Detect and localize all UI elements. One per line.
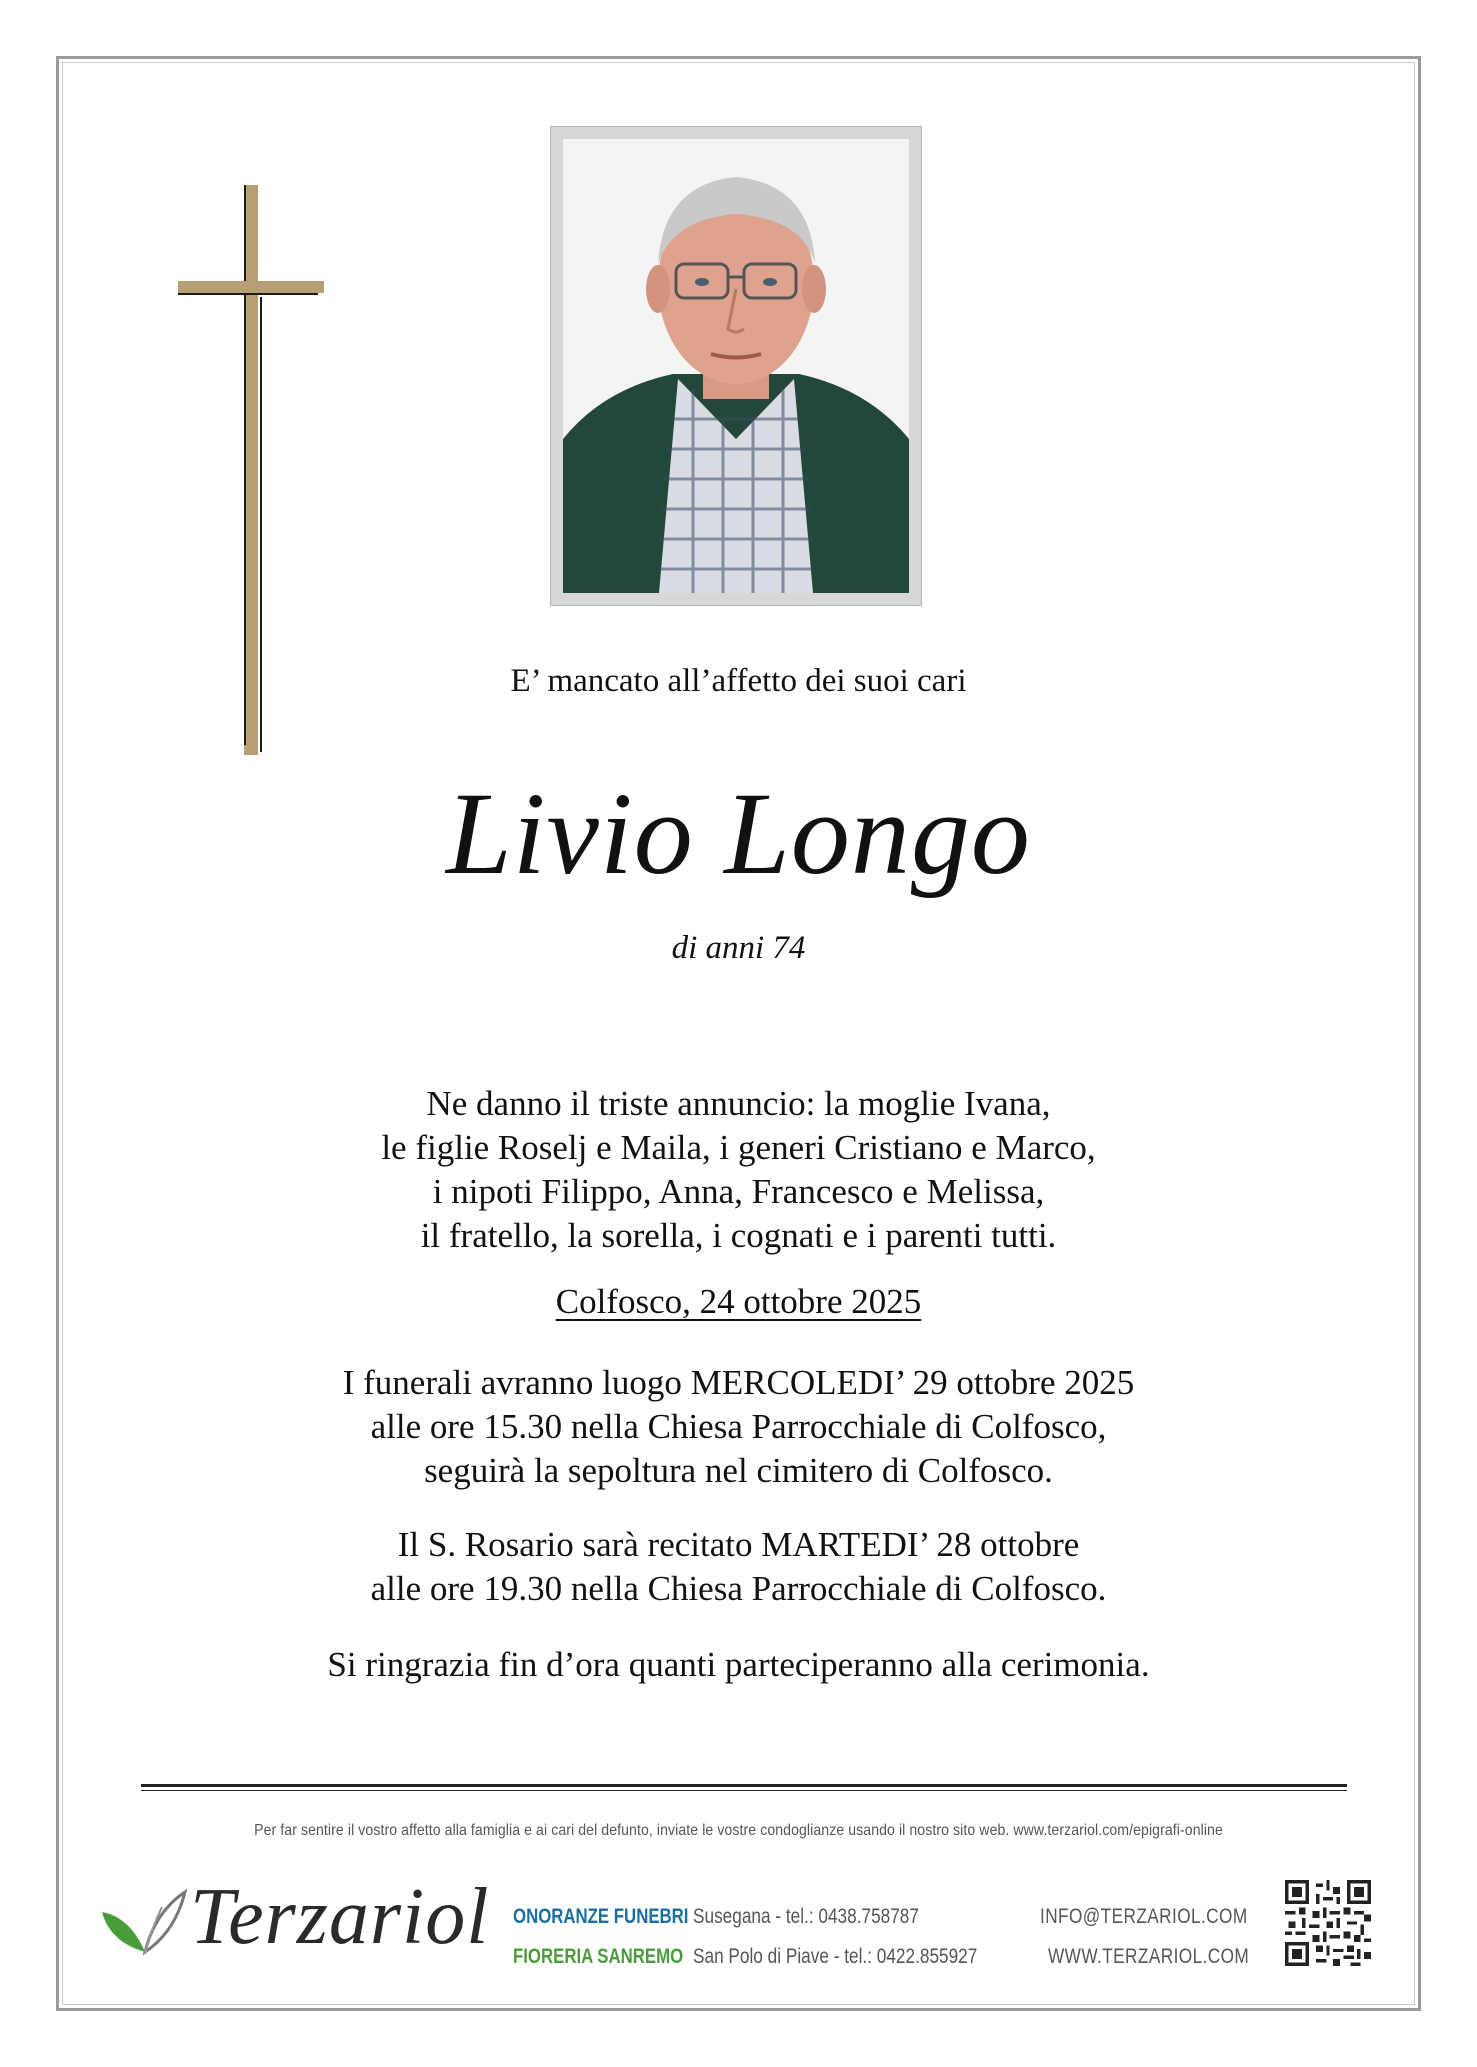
announcement-line: le figlie Roselj e Maila, i generi Cristiano e Marco, [381,1128,1096,1167]
email-link[interactable]: INFO@TERZARIOL.COM [1040,1905,1248,1928]
place-date [0,1282,1477,1322]
thanks-text: Si ringrazia fin d’ora quanti parteciperanno alla cerimonia. [327,1645,1150,1684]
rosary-paragraph [0,1523,1477,1611]
service-florist: FIORERIA SANREMO [513,1945,684,1968]
website-link[interactable]: WWW.TERZARIOL.COM [1048,1945,1250,1968]
announcement-line: i nipoti Filippo, Anna, Francesco e Melissa, [432,1172,1045,1211]
rosary-line: Il S. Rosario sarà recitato MARTEDI’ 28 ottobre [397,1525,1080,1564]
funeral-line: I funerali avranno luogo MERCOLEDI’ 29 ottobre 2025 [342,1363,1135,1402]
funeral-line: alle ore 15.30 nella Chiesa Parrocchiale di Colfosco, [370,1407,1107,1446]
announcement-line: il fratello, la sorella, i cognati e i parenti tutti. [420,1216,1057,1255]
funeral-paragraph [0,1361,1477,1493]
announcement-line: Ne danno il triste annuncio: la moglie Ivana, [426,1084,1051,1123]
deceased-name: Livio Longo [446,768,1031,899]
brand-logo-text: Terzariol [190,1873,490,1961]
footer-divider [141,1784,1347,1787]
portrait-frame [550,126,922,606]
phone-susegana: Susegana - tel.: 0438.758787 [693,1905,919,1928]
age-text: di anni 74 [671,930,806,966]
qr-code-icon[interactable] [1285,1880,1371,1966]
phone-san-polo: San Polo di Piave - tel.: 0422.855927 [693,1945,978,1968]
announcement-paragraph [0,1082,1477,1258]
portrait-photo [563,139,909,593]
service-funeral: ONORANZE FUNEBRI [513,1905,689,1928]
intro-text: E’ mancato all’affetto dei suoi cari [510,663,967,699]
condolence-note: Per far sentire il vostro affetto alla famiglia e ai cari del defunto, inviate le vostre condoglianze usando il nostro sito web. www.terzariol.com/epigrafi-online [254,1822,1223,1839]
footer-divider-thin [141,1790,1347,1791]
funeral-line: seguirà la sepoltura nel cimitero di Colfosco. [424,1451,1053,1490]
rosary-line: alle ore 19.30 nella Chiesa Parrocchiale di Colfosco. [370,1569,1107,1608]
portrait-illustration [563,139,909,593]
leaf-logo-icon [100,1882,190,1968]
place-date-text: Colfosco, 24 ottobre 2025 [555,1282,922,1321]
